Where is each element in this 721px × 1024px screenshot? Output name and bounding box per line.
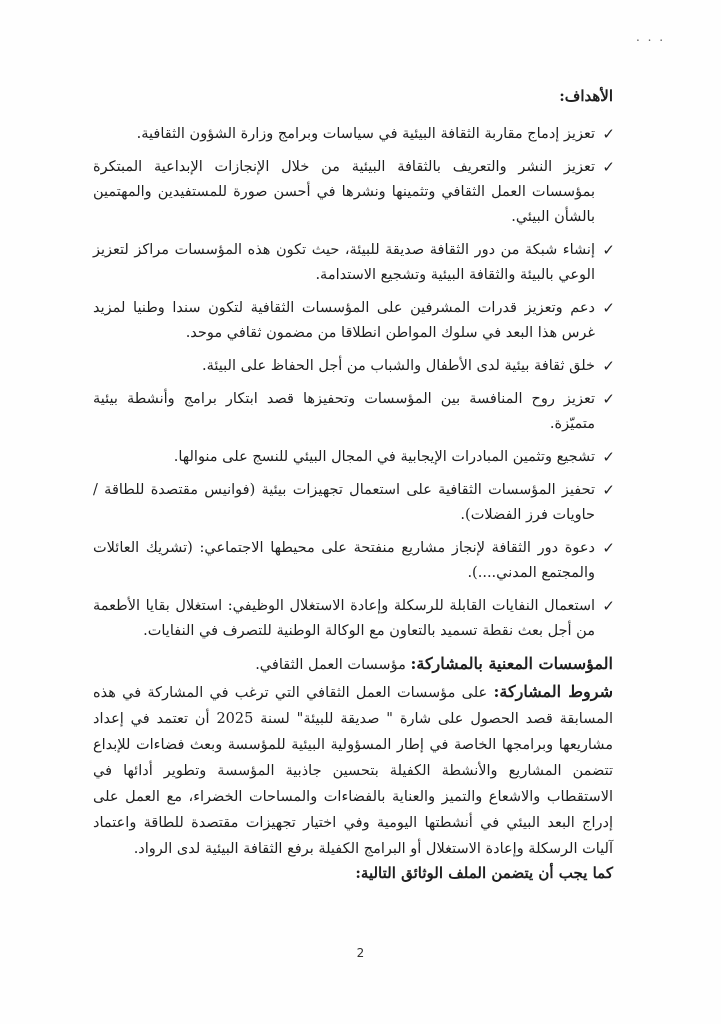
objectives-heading: الأهداف: xyxy=(559,87,613,105)
objective-text: دعوة دور الثقافة لإنجاز مشاريع منفتحة على محيطها الاجتماعي: (تشريك العائلات والمجتمع المدني....). xyxy=(93,540,595,581)
objective-text: إنشاء شبكة من دور الثقافة صديقة للبيئة، حيث تكون هذه المؤسسات مراكز لتعزيز الوعي بالبيئة والثقافة البيئية وتشجيع الاستدامة. xyxy=(93,242,595,283)
objective-item xyxy=(93,387,613,437)
objective-text: دعم وتعزيز قدرات المشرفين على المؤسسات الثقافية لتكون سندا وطنيا لمزيد غرس هذا البعد في سلوك المواطن انطلاقا من مضمون ثقافي موحد. xyxy=(93,300,595,341)
objective-item xyxy=(93,594,613,644)
objective-item xyxy=(93,155,613,230)
conditions-text: على مؤسسات العمل الثقافي التي ترغب في المشاركة في هذه المسابقة قصد الحصول على شارة " صديقة للبيئة" لسنة 2025 أن تعتمد في إعداد مشاريعها وبرامجها الخاصة في إطار المسؤولية البيئية للمؤسسة وبعث فضاءات للإبداع تتضمن المشاريع والأنشطة الكفيلة بتحسين جاذبية المؤسسة وتطوير أدائها في الاستقطاب والاشعاع والتميز والعناية بالفضاءات والمساحات الخضراء، مع العمل على إدراج البعد البيئي في أنشطتها اليومية وفي اختيار تجهيزات مقتصدة للطاقة واعتماد آليات الرسكلة وإعادة الاستغلال أو البرامج الكفيلة برفع الثقافة البيئية لدى الرواد. xyxy=(93,685,613,857)
objective-item xyxy=(93,445,613,470)
corner-mark: . . . xyxy=(636,30,666,44)
objective-text: خلق ثقافة بيئية لدى الأطفال والشباب من أجل الحفاظ على البيئة. xyxy=(202,358,595,374)
objective-item xyxy=(93,238,613,288)
checkmark-icon: ✓ xyxy=(602,241,615,259)
objective-text: تعزيز النشر والتعريف بالثقافة البيئية من خلال الإنجازات الإبداعية المبتكرة بمؤسسات العمل الثقافي وتثمينها ونشرها في أحسن صورة للمستفيدين والمهتمين بالشأن البيئي. xyxy=(93,159,595,225)
document-body xyxy=(93,84,613,884)
objective-text: تعزيز روح المنافسة بين المؤسسات وتحفيزها قصد ابتكار برامج وأنشطة بيئية متميّزة. xyxy=(93,391,595,432)
objective-text: تشجيع وتثمين المبادرات الإيجابية في المجال البيئي للنسج على منوالها. xyxy=(173,449,595,465)
checkmark-icon: ✓ xyxy=(602,125,615,143)
objective-item xyxy=(93,296,613,346)
participating-institutions xyxy=(93,652,613,677)
checkmark-icon: ✓ xyxy=(602,448,615,466)
checkmark-icon: ✓ xyxy=(602,390,615,408)
objective-item xyxy=(93,354,613,379)
checkmark-icon: ✓ xyxy=(602,299,615,317)
objective-text: تحفيز المؤسسات الثقافية على استعمال تجهيزات بيئية (فوانيس مقتصدة للطاقة /حاويات فرز الفضلات). xyxy=(93,482,595,523)
conditions-label: شروط المشاركة: xyxy=(493,682,614,701)
participating-label: المؤسسات المعنية بالمشاركة: xyxy=(410,654,613,673)
objective-text: استعمال النفايات القابلة للرسكلة وإعادة الاستغلال الوظيفي: استغلال بقايا الأطعمة من أجل بعث نقطة تسميد بالتعاون مع الوكالة الوطنية للتصرف في النفايات. xyxy=(93,598,595,639)
checkmark-icon: ✓ xyxy=(602,597,615,615)
checkmark-icon: ✓ xyxy=(602,357,615,375)
participating-value: مؤسسات العمل الثقافي. xyxy=(255,657,411,673)
participation-conditions xyxy=(93,679,613,862)
checkmark-icon: ✓ xyxy=(602,481,615,499)
checkmark-icon: ✓ xyxy=(602,539,615,557)
required-documents-line: كما يجب أن يتضمن الملف الوثائق التالية: xyxy=(355,864,613,882)
objective-text: تعزيز إدماج مقاربة الثقافة البيئية في سياسات وبرامج وزارة الشؤون الثقافية. xyxy=(136,126,595,142)
objective-item xyxy=(93,536,613,586)
objectives-list xyxy=(93,122,613,644)
checkmark-icon: ✓ xyxy=(602,158,615,176)
objective-item xyxy=(93,478,613,528)
page-number: 2 xyxy=(356,946,365,960)
objective-item xyxy=(93,122,613,147)
